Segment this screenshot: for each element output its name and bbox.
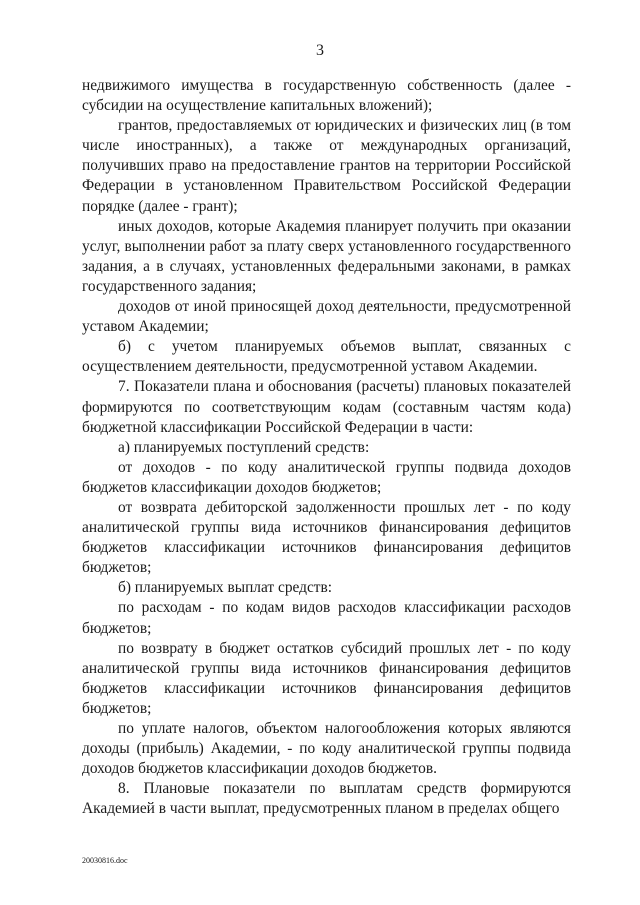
paragraph: иных доходов, которые Академия планирует получить при оказании услуг, выполнении работ за плату сверх установленного государственного задания, а в случаях, установленных федеральными законами, в рамках государственного задания; <box>82 217 571 295</box>
paragraph: а) планируемых поступлений средств: <box>118 438 370 456</box>
paragraph: от возврата дебиторской задолженности прошлых лет - по коду аналитической группы вида источников финансирования дефицитов бюджетов классификации источников финансирования дефицитов бюджетов; <box>82 498 571 577</box>
paragraph: б) с учетом планируемых объемов выплат, связанных с осуществлением деятельности, предусмотренной уставом Академии. <box>82 338 571 376</box>
paragraph: 7. Показатели плана и обоснования (расчеты) плановых показателей формируются по соответствующим кодам (составным частям кода) бюджетной классификации Российской Федерации в части: <box>82 378 571 436</box>
paragraph: по уплате налогов, объектом налогообложения которых являются доходы (прибыль) Академии, - по коду аналитической группы подвида доходов бюджетов классификации доходов бюджетов. <box>82 720 571 778</box>
paragraph: недвижимого имущества в государственную собственность (далее - субсидии на осуществление капитальных вложений); <box>82 77 571 115</box>
page-number: 3 <box>316 42 324 59</box>
paragraph: грантов, предоставляемых от юридических и физических лиц (в том числе иностранных), а также от международных организаций, получивших право на предоставление грантов на территории Российской Федерации в установленном Правительством Российской Федерации порядке (далее - грант); <box>82 117 571 215</box>
paragraph: по возврату в бюджет остатков субсидий прошлых лет - по коду аналитической группы вида источников финансирования дефицитов бюджетов классификации источников финансирования дефицитов бюджетов; <box>82 639 571 717</box>
paragraph: б) планируемых выплат средств: <box>118 579 333 597</box>
paragraph: 8. Плановые показатели по выплатам средств формируются Академией в части выплат, предусмотренных планом в пределах общего <box>82 780 571 818</box>
paragraph: по расходам - по кодам видов расходов классификации расходов бюджетов; <box>82 599 571 637</box>
file-name-footer: 20030816.doc <box>82 856 128 865</box>
paragraph: от доходов - по коду аналитической группы подвида доходов бюджетов классификации доходов бюджетов; <box>82 458 571 496</box>
paragraph: доходов от иной приносящей доход деятельности, предусмотренной уставом Академии; <box>82 298 571 336</box>
document-body <box>82 76 571 819</box>
